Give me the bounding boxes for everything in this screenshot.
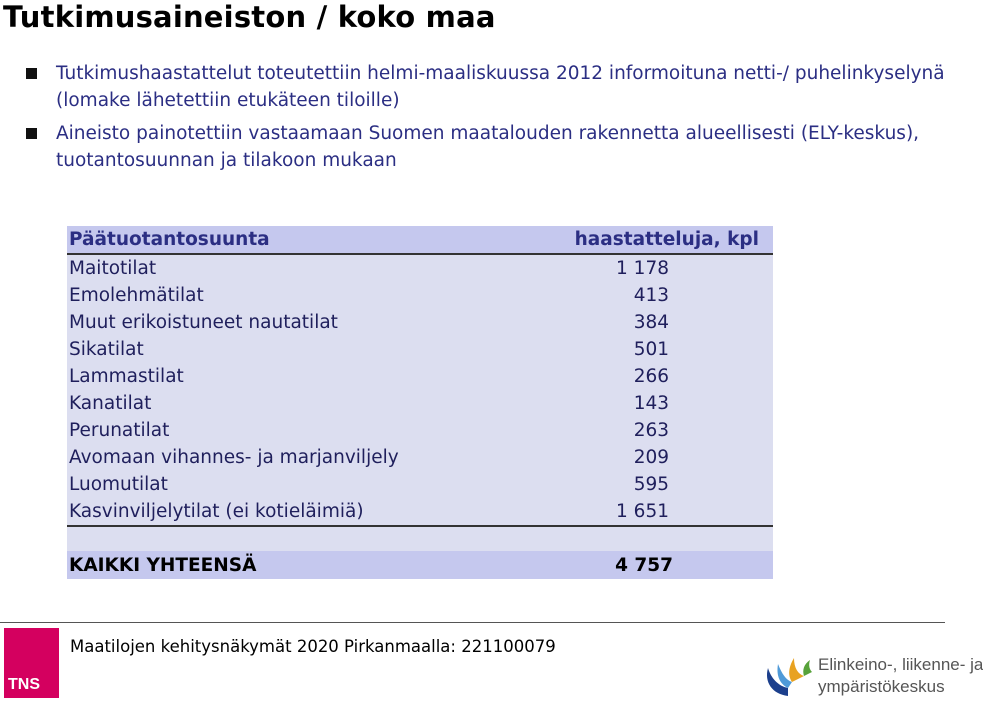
spacer-cell bbox=[67, 526, 501, 551]
bullet-text: Aineisto painotettiin vastaamaan Suomen maatalouden rakennetta alueellisesti (ELY-keskus), tuotantosuunnan ja tilakoon mukaan bbox=[56, 123, 920, 171]
bullet-text: Tutkimushaastattelut toteutettiin helmi-maaliskuussa 2012 informoituna netti-/ puhelinkyselynä (lomake lähetettiin etukäteen tiloille) bbox=[56, 63, 945, 111]
total-value: 4 757 bbox=[501, 551, 773, 579]
ely-centre-logo-icon bbox=[762, 650, 814, 700]
ely-centre-name bbox=[818, 654, 983, 698]
row-label: Sikatilat bbox=[67, 336, 501, 363]
row-label: Kasvinviljelytilat (ei kotieläimiä) bbox=[67, 498, 501, 526]
row-label: Muut erikoistuneet nautatilat bbox=[67, 309, 501, 336]
spacer-cell bbox=[501, 526, 773, 551]
row-value: 266 bbox=[501, 363, 773, 390]
tns-logo bbox=[4, 628, 59, 698]
row-label: Kanatilat bbox=[67, 390, 501, 417]
row-label: Perunatilat bbox=[67, 417, 501, 444]
table-row bbox=[67, 254, 773, 282]
row-value: 209 bbox=[501, 444, 773, 471]
ely-name-line2: ympäristökeskus bbox=[818, 677, 945, 696]
row-value: 501 bbox=[501, 336, 773, 363]
ely-name-line1: Elinkeino-, liikenne- ja bbox=[818, 655, 983, 674]
page-title: Tutkimusaineiston / koko maa bbox=[3, 0, 496, 34]
row-value: 1 178 bbox=[501, 254, 773, 282]
table-row bbox=[67, 336, 773, 363]
table-row bbox=[67, 417, 773, 444]
table-row bbox=[67, 390, 773, 417]
table-row bbox=[67, 498, 773, 526]
row-label: Lammastilat bbox=[67, 363, 501, 390]
bullet-item bbox=[24, 120, 954, 174]
table-spacer-row bbox=[67, 526, 773, 551]
header-production-line: Päätuotantosuunta bbox=[67, 226, 501, 254]
row-value: 263 bbox=[501, 417, 773, 444]
bullet-item bbox=[24, 60, 954, 114]
table-row bbox=[67, 363, 773, 390]
header-interviews-count: haastatteluja, kpl bbox=[501, 226, 773, 254]
row-label: Emolehmätilat bbox=[67, 282, 501, 309]
bullet-list bbox=[24, 60, 954, 180]
row-value: 143 bbox=[501, 390, 773, 417]
table-row bbox=[67, 309, 773, 336]
row-value: 1 651 bbox=[501, 498, 773, 526]
table-header-row bbox=[67, 226, 773, 254]
footer-divider bbox=[0, 622, 945, 623]
row-value: 413 bbox=[501, 282, 773, 309]
table-total-row bbox=[67, 551, 773, 579]
row-value: 384 bbox=[501, 309, 773, 336]
row-value: 595 bbox=[501, 471, 773, 498]
table-row bbox=[67, 282, 773, 309]
tns-logo-text: TNS bbox=[8, 676, 40, 693]
footer-project-text: Maatilojen kehitysnäkymät 2020 Pirkanmaalla: 221100079 bbox=[70, 637, 556, 656]
square-bullet-icon bbox=[26, 68, 37, 79]
interviews-table bbox=[67, 226, 773, 579]
row-label: Maitotilat bbox=[67, 254, 501, 282]
total-label: KAIKKI YHTEENSÄ bbox=[67, 551, 501, 579]
table-row bbox=[67, 471, 773, 498]
table-row bbox=[67, 444, 773, 471]
row-label: Luomutilat bbox=[67, 471, 501, 498]
square-bullet-icon bbox=[26, 128, 37, 139]
row-label: Avomaan vihannes- ja marjanviljely bbox=[67, 444, 501, 471]
